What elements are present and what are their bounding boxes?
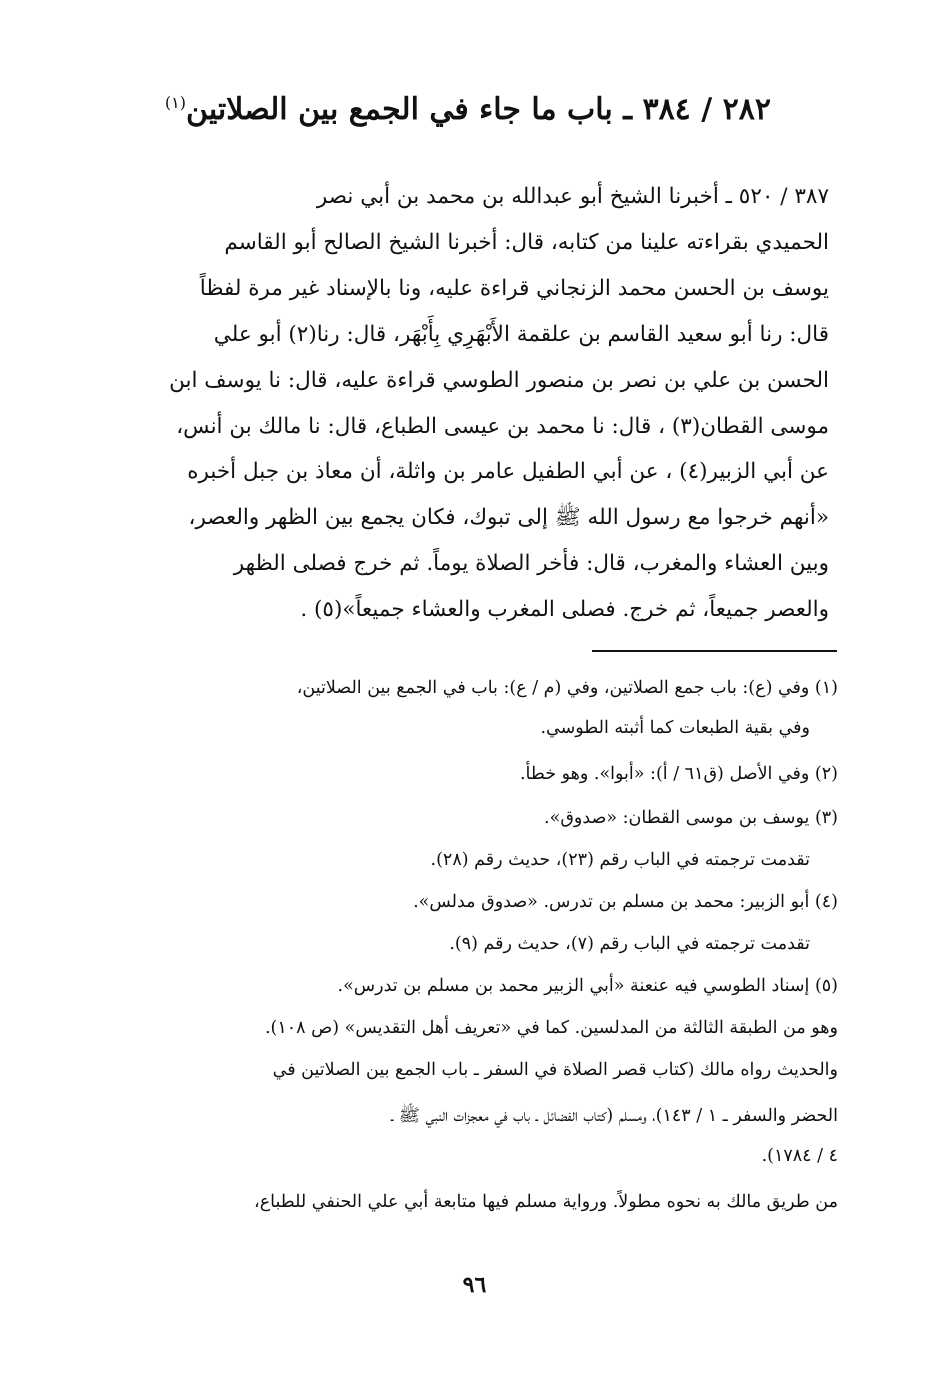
- footnote-line: والحديث رواه مالك (كتاب قصر الصلاة في السفر ـ باب الجمع بين الصلاتين في: [272, 1060, 838, 1080]
- chapter-title-text: ٢٨٢ / ٣٨٤ ـ باب ما جاء في الجمع بين الصلاتين: [186, 92, 771, 127]
- footnote-line: وهو من الطبقة الثالثة من المدلسين. كما في «تعريف أهل التقديس» (ص ١٠٨).: [264, 1018, 838, 1038]
- body-line: ٣٨٧ / ٥٢٠ ـ أخبرنا الشيخ أبو عبدالله بن محمد بن أبي نصر: [316, 184, 829, 209]
- body-line: يوسف بن الحسن محمد الزنجاني قراءة عليه، ونا بالإسناد غير مرة لفظاً: [199, 275, 829, 301]
- footnote-line: (٢) وفي الأصل (ق٦١ / أ): «أبوا». وهو خطأ.: [519, 764, 838, 784]
- footnote-line: وفي بقية الطبعات كما أثبته الطوسي.: [540, 718, 810, 738]
- footnote-line: (٤) أبو الزبير: محمد بن مسلم بن تدرس. «صدوق مدلس».: [413, 892, 838, 912]
- body-line: وبين العشاء والمغرب، قال: فأخر الصلاة يوماً. ثم خرج فصلى الظهر: [233, 551, 829, 577]
- footnote-line: من طريق مالك به نحوه مطولاً. ورواية مسلم فيها متابعة أبي علي الحنفي للطباع،: [254, 1192, 838, 1212]
- footnote-line: (٥) إسناد الطوسي فيه عنعنة «أبي الزبير محمد بن مسلم بن تدرس».: [337, 976, 838, 996]
- footnote-line: ٤ / ١٧٨٤).: [761, 1146, 838, 1166]
- footnote-separator: [592, 650, 837, 652]
- title-footnote-mark: (١): [164, 93, 186, 112]
- body-line: الحسن بن علي بن نصر بن منصور الطوسي قراءة عليه، قال: نا يوسف ابن: [169, 367, 829, 393]
- body-line: عن أبي الزبير(٤) ، عن أبي الطفيل عامر بن واثلة، أن معاذ بن جبل أخبره: [187, 459, 829, 485]
- chapter-title: [80, 92, 771, 127]
- footnote-line: تقدمت ترجمته في الباب رقم (٧)، حديث رقم (٩).: [449, 934, 810, 954]
- body-line: موسى القطان(٣) ، قال: نا محمد بن عيسى الطباع، قال: نا مالك بن أنس،: [176, 413, 829, 439]
- body-line: الحميدي بقراءته علينا من كتابه، قال: أخبرنا الشيخ الصالح أبو القاسم: [224, 229, 829, 255]
- body-line: قال: رنا أبو سعيد القاسم بن علقمة الأَبْهَرِي بِأَبْهَر، قال: رنا(٢) أبو علي: [213, 321, 829, 347]
- footnote-line: (٣) يوسف بن موسى القطان: «صدوق».: [544, 808, 838, 828]
- footnote-line: الحضر والسفر ـ ١ / ١٤٣)، ومسلم (كتاب الفضائل ـ باب في معجزات النبي ﷺ ـ: [390, 1106, 838, 1126]
- body-line: والعصر جميعاً، ثم خرج. فصلى المغرب والعشاء جميعاً»(٥) .: [300, 597, 829, 623]
- footnote-line: (١) وفي (ع): باب جمع الصلاتين، وفي (م / ع): باب في الجمع بين الصلاتين،: [296, 678, 838, 698]
- body-line: «أنهم خرجوا مع رسول الله ﷺ إلى تبوك، فكان يجمع بين الظهر والعصر،: [188, 505, 829, 531]
- page-number: ٩٦: [462, 1272, 487, 1298]
- footnote-line: تقدمت ترجمته في الباب رقم (٢٣)، حديث رقم (٢٨).: [430, 850, 810, 870]
- hadith-text: [114, 174, 829, 633]
